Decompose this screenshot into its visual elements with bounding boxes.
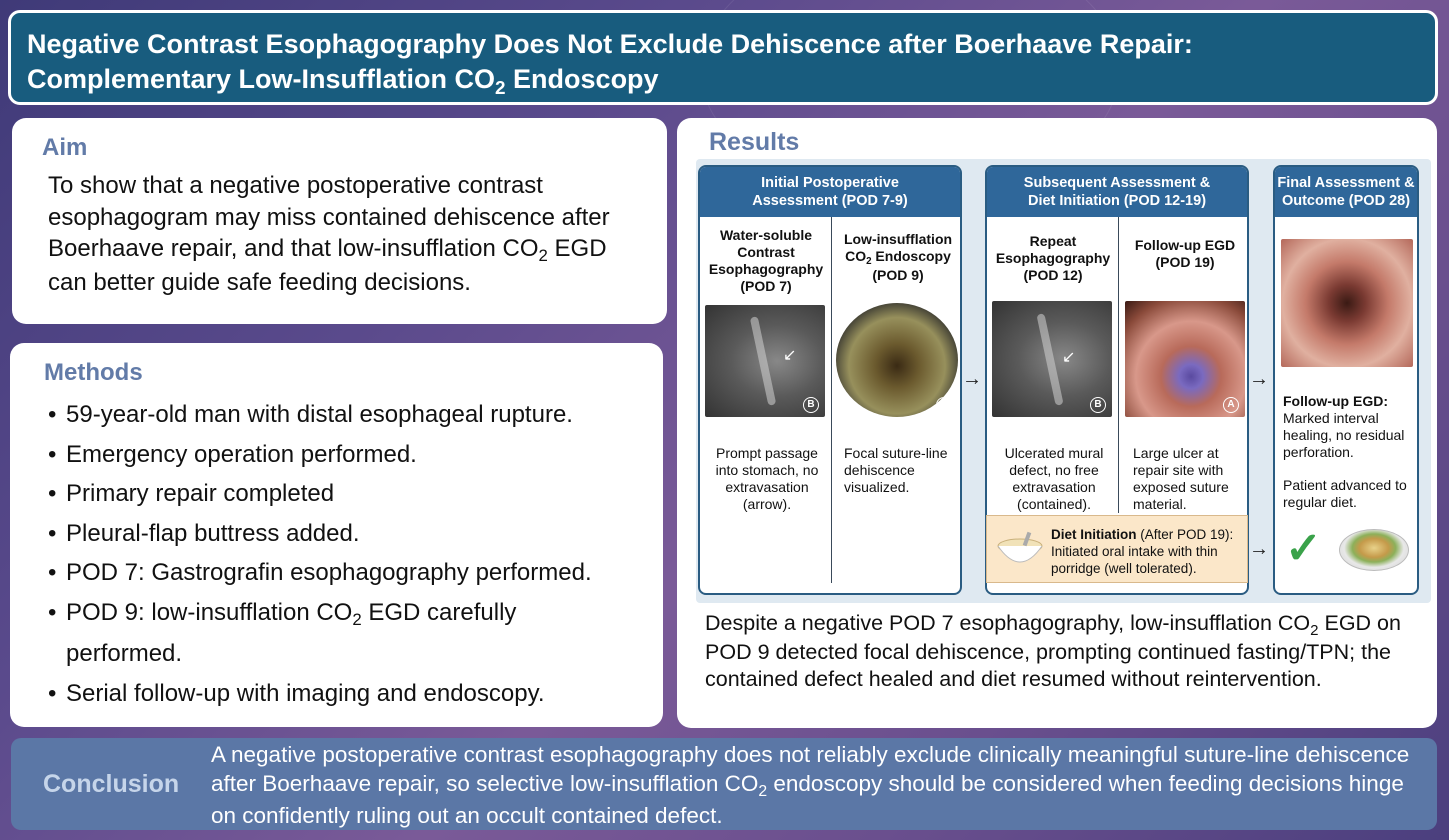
esophagogram-image: [705, 305, 825, 417]
esophagogram-image: [992, 301, 1112, 417]
badge-b: B: [803, 397, 819, 413]
final-egd-description: Marked interval healing, no residual perforation.: [1283, 410, 1405, 460]
diet-initiation-box: [986, 515, 1248, 583]
methods-card: [10, 343, 663, 727]
badge-b: B: [1090, 397, 1106, 413]
aim-card: [12, 118, 667, 324]
badge-a: A: [936, 397, 952, 413]
methods-list: [44, 395, 629, 713]
column-description: Focal suture-line dehiscence visualized.: [844, 445, 948, 495]
title-line-1: Negative Contrast Esophagography Does Not Exclude Dehiscence after Boerhaave Repair:: [27, 29, 1193, 59]
conclusion-text: A negative postoperative contrast esophagography does not reliably exclude clinically meaningful suture-line dehiscence after Boerhaave repair, so selective low-insufflation $CO_2$ endoscopy should be considered when feeding decisions hinge on confidently ruling out an occult contained defect.: [211, 742, 1410, 828]
methods-item: • Pleural-flap buttress added.: [44, 514, 629, 554]
column-divider: [831, 217, 832, 583]
endoscopy-image: [1125, 301, 1245, 417]
badge-a: A: [1223, 397, 1239, 413]
column-title: Water-soluble Contrast Esophagography (POD 7): [708, 227, 824, 294]
endoscopy-image: [1281, 239, 1413, 367]
results-infographic: [696, 159, 1431, 603]
methods-heading: Methods: [44, 359, 143, 386]
methods-item: • POD 9: low-insufflation $CO_2$ EGD carefully performed.: [44, 593, 629, 674]
panel-initial-assessment: [698, 165, 962, 595]
arrow-icon: ↙: [783, 347, 797, 364]
results-heading: Results: [709, 128, 800, 156]
title-line-2: Complementary Low-Insufflation $CO_2$ Endoscopy: [27, 64, 659, 99]
arrow-right-icon: →: [1249, 368, 1269, 390]
results-summary: Despite a negative POD 7 esophagography, low-insufflation $CO_2$ EGD on POD 9 detected focal dehiscence, prompting continued fasting/TPN; the contained defect healed and diet resumed without reintervention.: [705, 611, 1401, 691]
column-description: Ulcerated mural defect, no free extravasation (contained).: [1004, 445, 1104, 512]
arrow-right-icon: →: [1249, 538, 1269, 560]
panel-header: Initial Postoperative Assessment (POD 7-9): [700, 167, 960, 217]
endoscopy-image: [836, 303, 958, 417]
methods-item: • Serial follow-up with imaging and endoscopy.: [44, 674, 629, 714]
panel-header: Final Assessment & Outcome (POD 28): [1275, 167, 1417, 217]
conclusion-label: Conclusion: [43, 770, 180, 798]
column-title: Repeat Esophagography (POD 12): [995, 233, 1111, 283]
diet-initiation-text: Diet Initiation (After POD 19): Initiated oral intake with thin porridge (well tolerated).: [1051, 527, 1234, 576]
panel-final-assessment: [1273, 165, 1419, 595]
poster-title: [8, 10, 1438, 105]
column-description: Prompt passage into stomach, no extravasation (arrow).: [715, 445, 819, 512]
final-egd-title: Follow-up EGD:: [1283, 393, 1388, 409]
arrow-right-icon: →: [962, 368, 982, 390]
column-title: Low-insufflation $CO_2$ Endoscopy (POD 9): [843, 231, 953, 283]
aim-heading: Aim: [42, 134, 88, 161]
final-outcome-description: Patient advanced to regular diet.: [1283, 477, 1407, 510]
column-divider: [1118, 217, 1119, 513]
methods-item: • Primary repair completed: [44, 474, 629, 514]
conclusion-box: [11, 738, 1437, 830]
results-card: [677, 118, 1437, 728]
methods-item: • POD 7: Gastrografin esophagography performed.: [44, 553, 629, 593]
column-description: Large ulcer at repair site with exposed suture material.: [1133, 445, 1229, 512]
food-plate-icon: [1339, 529, 1409, 571]
column-title: Follow-up EGD (POD 19): [1134, 237, 1236, 270]
checkmark-icon: ✓: [1285, 524, 1322, 573]
methods-item: • 59-year-old man with distal esophageal rupture.: [44, 395, 629, 435]
arrow-icon: ↙: [1062, 349, 1076, 366]
porridge-bowl-icon: [995, 530, 1045, 572]
methods-item: • Emergency operation performed.: [44, 435, 629, 475]
panel-header: Subsequent Assessment & Diet Initiation (POD 12-19): [987, 167, 1247, 217]
aim-text: To show that a negative postoperative contrast esophagogram may miss contained dehiscence after Boerhaave repair, and that low-insufflation $CO_2$ EGD can better guide safe feeding decisions.: [48, 172, 610, 296]
